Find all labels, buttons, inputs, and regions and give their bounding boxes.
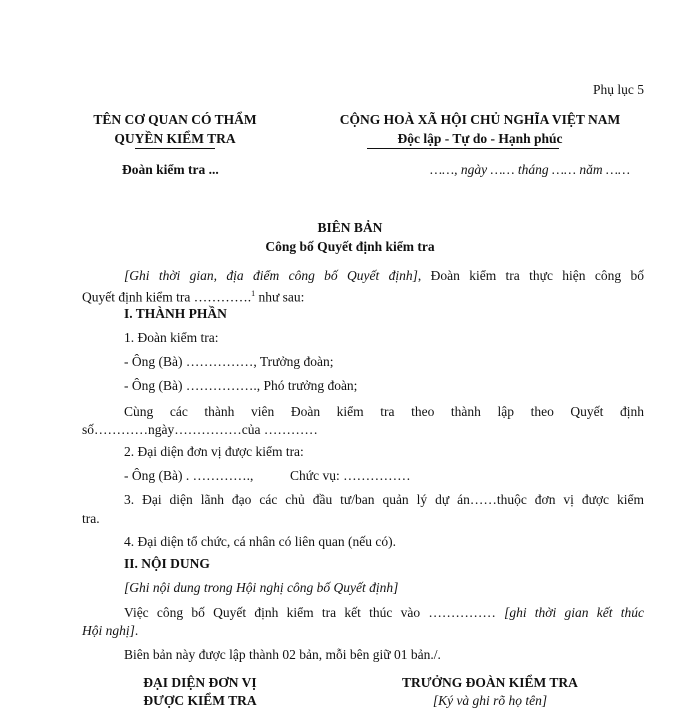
appendix-label: Phụ lục 5 [592,82,644,97]
members-line-1: Cùng các thành viên Đoàn kiểm tra theo thành lập theo Quyết định [124,404,644,419]
intro-rest: , Đoàn kiểm tra thực hiện công bố [417,268,644,283]
motto: Độc lập - Tự do - Hạnh phúc [397,131,563,146]
team-label: Đoàn kiểm tra ... [122,162,219,177]
end-line-2: Hội nghị]. [82,623,139,638]
footnote-marker: 1 [251,289,256,298]
signature-right: TRƯỞNG ĐOÀN KIỂM TRA [Ký và ghi rõ họ tên] [402,675,578,708]
document-title [0,218,700,256]
deputy-line: - Ông (Bà) ……………., Phó trưởng đoàn; [124,378,358,393]
title-sub: Công bố Quyết định kiểm tra [265,239,435,254]
item-2: 2. Đại diện đơn vị được kiểm tra: [124,444,304,459]
nation-header [290,110,670,148]
agency-underline [135,148,215,149]
intro-line-1 [82,266,644,286]
item-1: 1. Đoàn kiểm tra: [124,330,219,345]
end-line-1: Việc công bố Quyết định kiểm tra kết thúc vào …………… [ghi thời gian kết thúc [124,605,644,620]
item-4: 4. Đại diện tổ chức, cá nhân có liên quan (nếu có). [124,534,396,549]
agency-line-2: QUYỀN KIỂM TRA [114,131,236,146]
motto-underline [367,148,559,149]
members-line-2: số…………ngày……………của ………… [82,422,318,437]
content-note: [Ghi nội dung trong Hội nghị công bố Quyết định] [124,580,399,595]
intro-line-2: Quyết định kiểm tra ………….$^1$ như sau: [82,289,305,305]
copies-line: Biên bản này được lập thành 02 bản, mỗi bên giữ 01 bản./. [124,647,441,662]
leader-line: - Ông (Bà) ……………, Trưởng đoàn; [124,354,334,369]
section-1-heading: I. THÀNH PHẦN [124,306,227,321]
nation-title: CỘNG HOÀ XÃ HỘI CHỦ NGHĨA VIỆT NAM [339,112,621,127]
date-line: ……, ngày …… tháng …… năm …… [430,162,630,177]
rep-position: Chức vụ: …………… [290,468,411,483]
item-3-line-1: 3. Đại diện lãnh đạo các chủ đầu tư/ban quản lý dự án……thuộc đơn vị được kiểm [124,492,644,507]
intro-italic: [Ghi thời gian, địa điểm công bố Quyết định] [124,268,418,283]
rep-name: - Ông (Bà) . …………., [124,468,254,483]
section-2-heading: II. NỘI DUNG [124,556,210,571]
item-3-line-2: tra. [82,511,100,526]
signature-left: ĐẠI DIỆN ĐƠN VỊ ĐƯỢC KIỂM TRA [143,675,257,708]
title-main: BIÊN BẢN [317,220,383,235]
agency-line-1: TÊN CƠ QUAN CÓ THẨM [93,112,257,127]
agency-name [70,110,280,148]
